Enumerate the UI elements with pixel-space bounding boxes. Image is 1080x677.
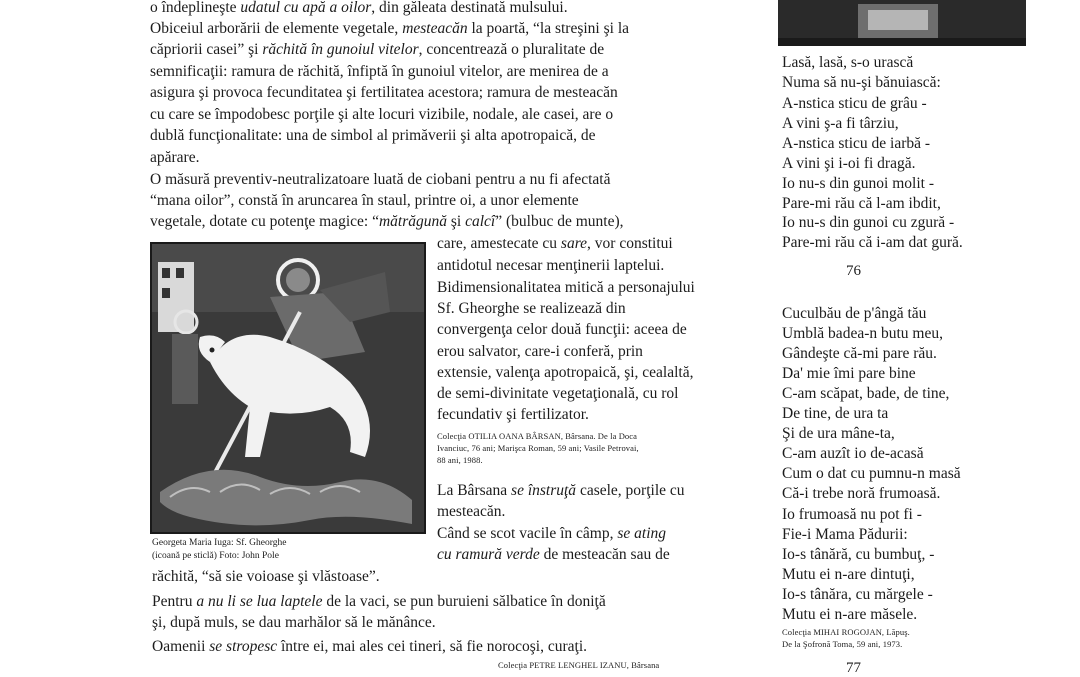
poem-line: Numa să nu-şi bănuiască: (782, 74, 941, 91)
poem-line: Io-s tânără, cu bumbuţ, - (782, 546, 935, 563)
source-note: De la Şofronă Toma, 59 ani, 1973. (782, 639, 903, 649)
text-line: o îndeplineşte udatul cu apă a oilor, din găleata destinată mulsului. (150, 0, 568, 16)
poem-line: Cuculbău de p'ângă tău (782, 305, 927, 322)
text-line: cu care se împodobesc porţile şi alte locuri vizibile, nodale, ale casei, are o (150, 106, 614, 123)
text-line: şi, după muls, se dau marhălor să le mănânce. (152, 614, 436, 631)
text-line: fecundativ şi fertilizator. (437, 406, 589, 423)
poem-line: Lasă, lasă, s-o urască (782, 54, 914, 71)
poem-number: 76 (846, 263, 861, 279)
source-note: Colecţia PETRE LENGHEL IZANU, Bârsana (498, 660, 660, 670)
poem-line: A vini şi i-oi fi dragă. (782, 155, 916, 172)
source-note: 88 ani, 1988. (437, 455, 483, 465)
poem-line: C-am scăpat, bade, de tine, (782, 385, 950, 402)
poem-line: Umblă badea-n butu meu, (782, 325, 943, 342)
image-caption: (icoană pe sticlă) Foto: John Pole (152, 551, 279, 561)
poem-line: Io frumoasă nu pot fi - (782, 506, 922, 523)
text-line: antidotul necesar menţinerii laptelui. (437, 257, 665, 274)
poem-line: Gândeşte că-mi pare rău. (782, 345, 937, 362)
text-line: Când se scot vacile în câmp, se ating (437, 525, 667, 542)
text-line: semnificaţii: ramura de răchită, înfiptă în gunoiul vitelor, are menirea de a (150, 63, 609, 80)
st-george-icon (150, 242, 426, 534)
photo-icon (778, 0, 1026, 46)
icon-painting-st-george (150, 242, 426, 534)
text-line: extensie, valenţa apotropaică, şi, cealaltă, (437, 364, 694, 381)
text-line: Bidimensionalitatea mitică a personajului (437, 279, 695, 296)
text-line: convergenţa celor două funcţii: aceea de (437, 321, 687, 338)
image-caption: Georgeta Maria Iuga: Sf. Gheorghe (152, 538, 287, 548)
photo-fragment (778, 0, 1026, 46)
source-note: Colecţia OTILIA OANA BÂRSAN, Bârsana. De la Doca (437, 431, 638, 441)
text-line: dublă funcţionalitate: una de simbol al primăverii şi alta apotropaică, de (150, 127, 596, 144)
text-line: cu ramură verde de mesteacăn sau de (437, 546, 670, 563)
poem-line: Şi de ura mâne-ta, (782, 425, 895, 442)
poem-line: Mutu ei n-are măsele. (782, 606, 918, 623)
text-line: Obiceiul arborării de elemente vegetale, mesteacăn la poartă, “la streşini şi la (150, 20, 630, 37)
poem-line: Fie-i Mama Pădurii: (782, 526, 908, 543)
text-line: de semi-divinitate vegetaţională, cu rol (437, 385, 679, 402)
poem-line: De tine, de ura ta (782, 405, 889, 422)
text-line: asigura şi provoca fecunditatea şi fertilitatea acestora; ramura de mesteacăn (150, 84, 618, 101)
text-line: Oamenii se stropesc între ei, mai ales cei tineri, să fie norocoşi, curaţi. (152, 638, 588, 655)
text-line: vegetale, dotate cu potenţe magice: “mătrăgună şi calcî” (bulbuc de munte), (150, 213, 624, 230)
poem-line: Io nu-s din gunoi cu zgură - (782, 214, 955, 231)
poem-line: A-nstica sticu de grâu - (782, 95, 927, 112)
source-note: Ivanciuc, 76 ani; Marişca Roman, 59 ani; Vasile Petrovai, (437, 443, 639, 453)
text-line: căpriorii casei” şi răchită în gunoiul vitelor, concentrează o pluralitate de (150, 41, 605, 58)
poem-line: Pare-mi rău că i-am dat gură. (782, 234, 963, 251)
text-line: Pentru a nu li se lua laptele de la vaci, se pun buruieni sălbatice în doniţă (152, 593, 606, 610)
poem-line: Cum o dat cu pumnu-n masă (782, 465, 961, 482)
poem-line: Că-i trebe noră frumoasă. (782, 485, 941, 502)
poem-line: C-am auzît io de-acasă (782, 445, 924, 462)
text-line: Sf. Gheorghe se realizează din (437, 300, 626, 317)
text-line: “mana oilor”, constă în aruncarea în staul, printre oi, a unor elemente (150, 192, 579, 209)
poem-line: Mutu ei n-are dintuţi, (782, 566, 915, 583)
text-line: apărare. (150, 149, 200, 166)
poem-line: Io-s tânăra, cu mărgele - (782, 586, 933, 603)
text-line: mesteacăn. (437, 503, 506, 520)
poem-line: Io nu-s din gunoi molit - (782, 175, 934, 192)
text-line: răchită, “să sie voioase şi vlăstoase”. (152, 568, 380, 585)
text-line: La Bârsana se înstruţă casele, porţile cu (437, 482, 685, 499)
text-line: O măsură preventiv-neutralizatoare luată de ciobani pentru a nu fi afectată (150, 171, 611, 188)
text-line: erou salvator, care-i conferă, prin (437, 343, 643, 360)
source-note: Colecţia MIHAI ROGOJAN, Lăpuş. (782, 627, 910, 637)
poem-line: A-nstica sticu de iarbă - (782, 135, 931, 152)
text-line: care, amestecate cu sare, vor constitui (437, 235, 673, 252)
poem-number: 77 (846, 660, 861, 676)
poem-line: Da' mie îmi pare bine (782, 365, 916, 382)
poem-line: Pare-mi rău că l-am ibdit, (782, 195, 941, 212)
poem-line: A vini ş-a fi târziu, (782, 115, 899, 132)
